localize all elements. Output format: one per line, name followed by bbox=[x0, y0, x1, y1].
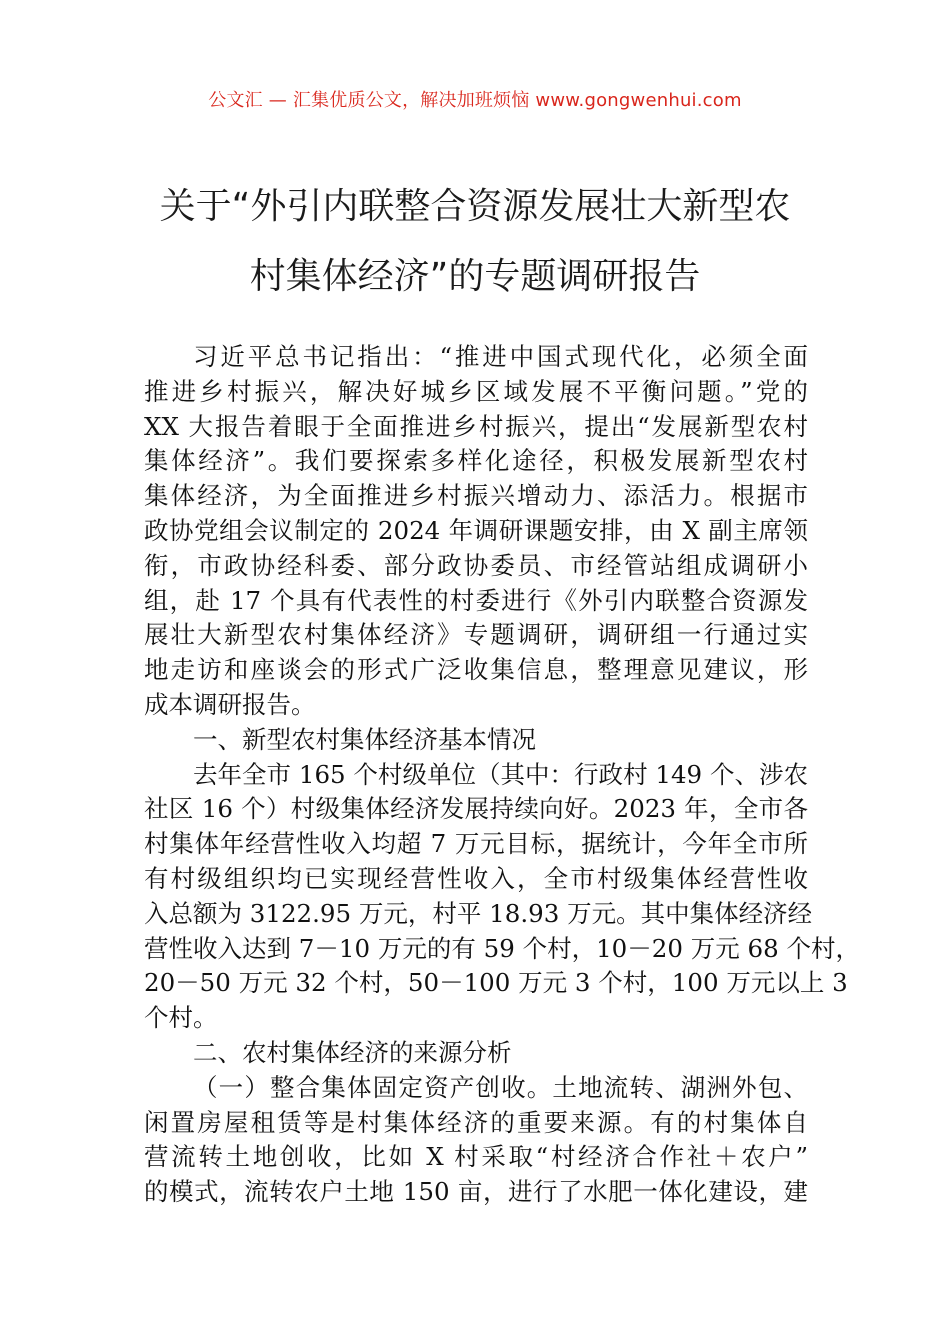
body-line: 推进乡村振兴，解决好城乡区域发展不平衡问题。”党的 bbox=[144, 376, 808, 406]
title-line-2: 村集体经济”的专题调研报告 bbox=[249, 256, 701, 297]
body-line: 组，赴 17 个具有代表性的村委进行《外引内联整合资源发 bbox=[144, 585, 808, 615]
body-line: 有村级组织均已实现经营性收入，全市村级集体经营性收 bbox=[144, 863, 808, 893]
body-line: 去年全市 165 个村级单位（其中：行政村 149 个、涉农 bbox=[193, 759, 808, 789]
body-line: 习近平总书记指出：“推进中国式现代化，必须全面 bbox=[193, 342, 808, 371]
section-heading: 一、新型农村集体经济基本情况 bbox=[193, 724, 536, 754]
body-line: 闲置房屋租赁等是村集体经济的重要来源。有的村集体自 bbox=[144, 1107, 808, 1137]
document-title bbox=[120, 172, 830, 312]
body-line: 社区 16 个）村级集体经济发展持续向好。2023 年，全市各 bbox=[144, 794, 808, 824]
title-line-1: 关于“外引内联整合资源发展壮大新型农 bbox=[159, 186, 791, 227]
header-banner: 公文汇 — 汇集优质公文，解决加班烦恼 www.gongwenhui.com bbox=[208, 90, 742, 111]
body-line: 地走访和座谈会的形式广泛收集信息，整理意见建议，形 bbox=[144, 655, 808, 685]
body-line: 展壮大新型农村集体经济》专题调研，调研组一行通过实 bbox=[144, 620, 808, 650]
body-line: 集体经济”。我们要探索多样化途径，积极发展新型农村 bbox=[144, 446, 808, 476]
body-line: 的模式，流转农户土地 150 亩，进行了水肥一体化建设，建 bbox=[144, 1177, 808, 1207]
body-line: 营性收入达到 7－10 万元的有 59 个村，10－20 万元 68 个村， bbox=[144, 933, 860, 963]
body-line: 村集体年经营性收入均超 7 万元目标，据统计，今年全市所 bbox=[144, 829, 808, 859]
body-line: 入总额为 3122.95 万元，村平 18.93 万元。其中集体经济经 bbox=[144, 898, 813, 928]
body-line: 个村。 bbox=[144, 1003, 218, 1033]
body-line: （一）整合集体固定资产创收。土地流转、湖洲外包、 bbox=[193, 1072, 808, 1102]
body-line: 营流转土地创收，比如 X 村采取“村经济合作社＋农户” bbox=[144, 1142, 808, 1172]
body-line: XX 大报告着眼于全面推进乡村振兴，提出“发展新型农村 bbox=[144, 411, 808, 441]
section-heading: 二、农村集体经济的来源分析 bbox=[193, 1037, 512, 1067]
body-line: 集体经济，为全面推进乡村振兴增动力、添活力。根据市 bbox=[144, 481, 808, 511]
body-line: 20－50 万元 32 个村，50－100 万元 3 个村，100 万元以上 3 bbox=[144, 968, 848, 998]
body-line: 政协党组会议制定的 2024 年调研课题安排，由 X 副主席领 bbox=[144, 515, 808, 545]
document-body bbox=[144, 340, 860, 1210]
body-line: 成本调研报告。 bbox=[144, 689, 316, 719]
body-line: 衔，市政协经科委、部分政协委员、市经管站组成调研小 bbox=[144, 550, 808, 580]
